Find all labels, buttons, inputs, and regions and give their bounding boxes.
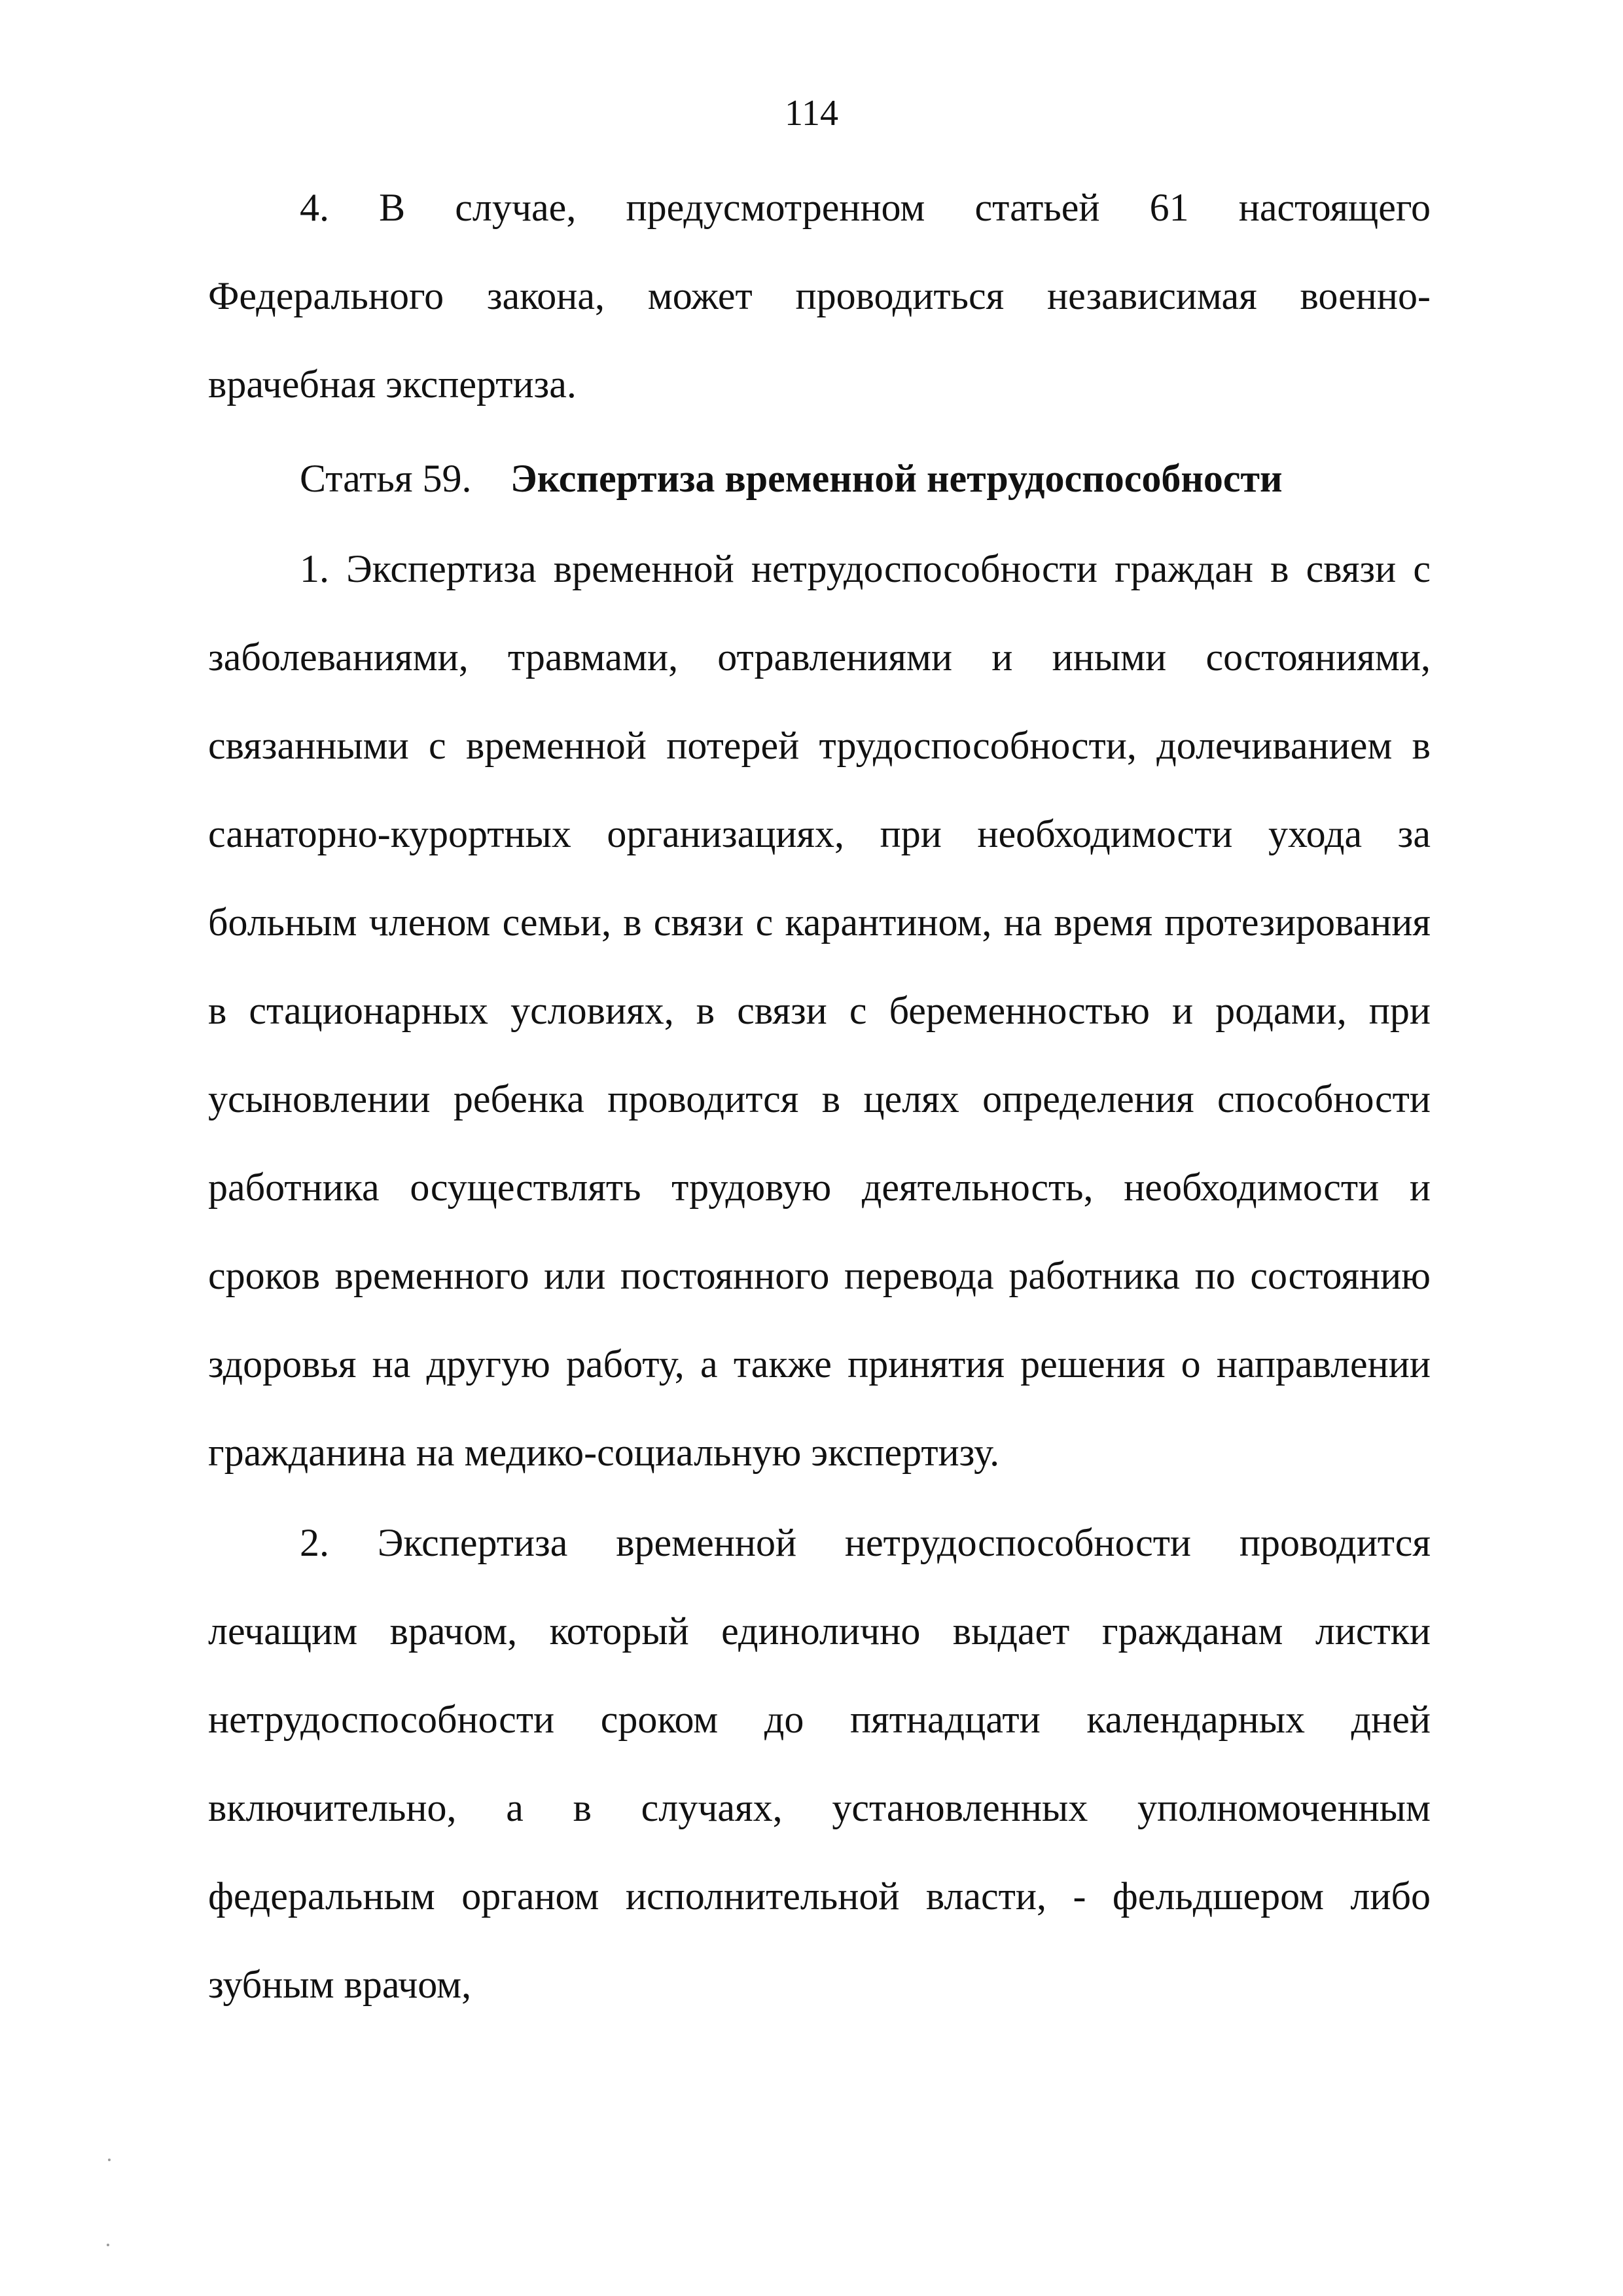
paragraph-1 [208, 525, 1431, 1497]
paragraph-text: 2. Экспертиза временной нетрудоспособности проводится лечащим врачом, который единолично выдает гражданам листки нетрудоспособности сроком до пятнадцати календарных дней включительно, а в случаях, установленных уполномоченным федеральным органом исполнительной власти, - фельдшером либо зубным врачом, [208, 1521, 1431, 2006]
article-number: Статья 59. [300, 457, 472, 500]
scan-artifact [107, 2244, 109, 2246]
paragraph-text: 1. Экспертиза временной нетрудоспособности граждан в связи с заболеваниями, травмами, отравлениями и иными состояниями, связанными с временной потерей трудоспособности, долечиванием в санаторно-курортных организациях, при необходимости ухода за больным членом семьи, в связи с карантином, на время протезирования в стационарных условиях, в связи с беременностью и родами, при усыновлении ребенка проводится в целях определения способности работника осуществлять трудовую деятельность, необходимости и сроков временного или постоянного перевода работника по состоянию здоровья на другую работу, а также принятия решения о направлении гражданина на медико-социальную экспертизу. [208, 547, 1431, 1474]
scan-artifact [108, 2159, 111, 2161]
article-heading [300, 435, 1283, 523]
page-number: 114 [785, 93, 838, 134]
paragraph-4 [208, 164, 1431, 429]
paragraph-2 [208, 1499, 1431, 2029]
paragraph-text: 4. В случае, предусмотренном статьей 61 настоящего Федерального закона, может проводиться независимая военно-врачебная экспертиза. [208, 186, 1431, 406]
article-title: Экспертиза временной нетрудоспособности [510, 457, 1283, 500]
